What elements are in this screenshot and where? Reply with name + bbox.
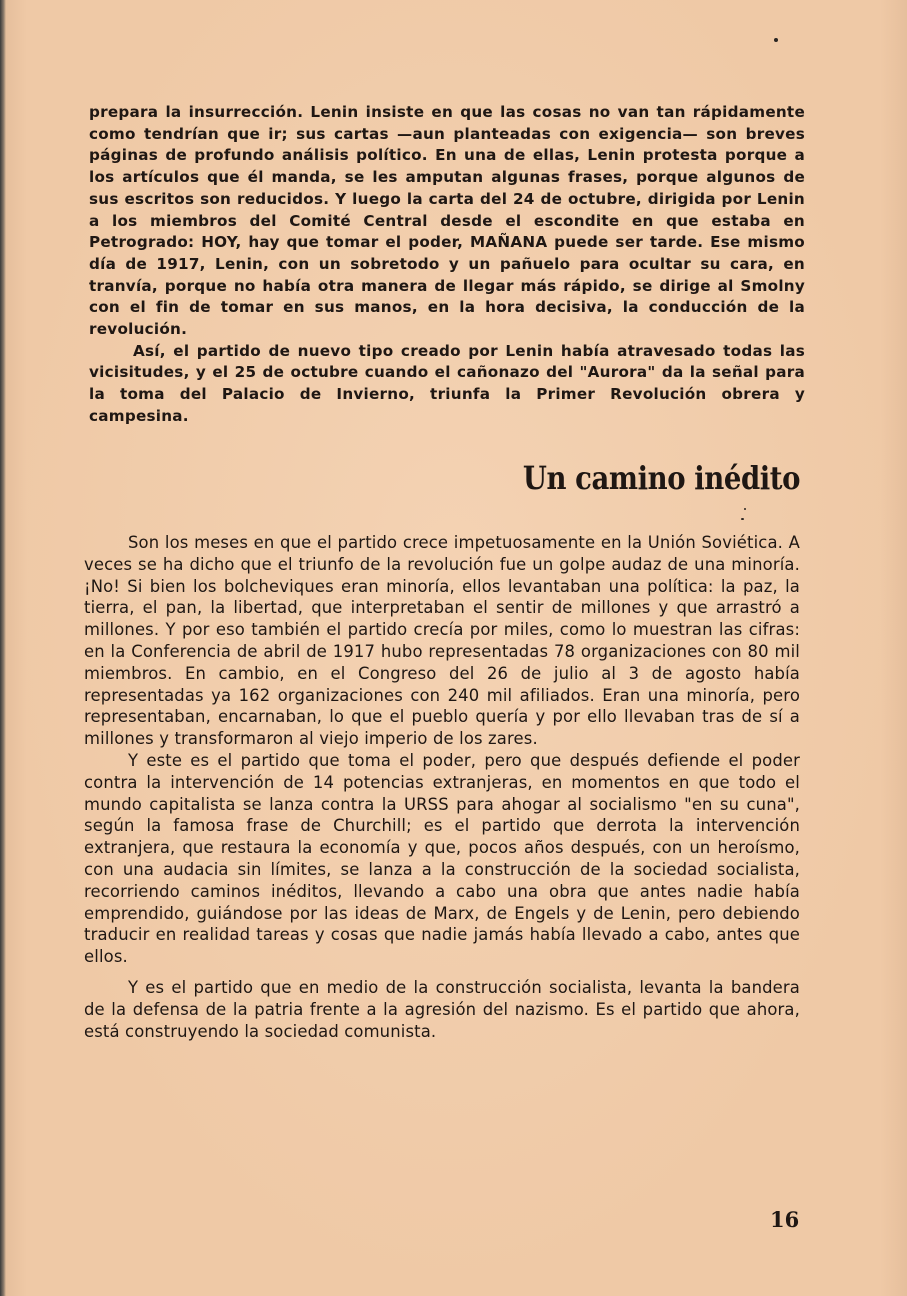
section-title: Un camino inédito: [522, 459, 800, 497]
paragraph: Y este es el partido que toma el poder, pero que después defiende el poder contra la intervención de 14 potencias extranjeras, en momentos en que todo el mundo capitalista se lanza contra la URSS para ahogar al socialismo "en su cuna", según la famosa frase de Churchill; es el partido que derrota la intervención extranjera, que restaura la economía y que, pocos años después, con un heroísmo, con una audacia sin límites, se lanza a la construcción de la sociedad socialista, recorriendo caminos inéditos, llevando a cabo una obra que antes nadie había emprendido, guiándose por las ideas de Marx, de Engels y de Lenin, pero debiendo traducir en realidad tareas y cosas que nadie jamás había llevado a cabo, antes que ellos.: [84, 750, 800, 967]
continued-text: [89, 102, 805, 428]
section-body: [84, 532, 800, 1042]
page-binding-edge: [0, 0, 6, 1296]
paragraph: Y es el partido que en medio de la construcción socialista, levanta la bandera de la defensa de la patria frente a la agresión del nazismo. Es el partido que ahora, está construyendo la sociedad comunista.: [84, 977, 800, 1041]
paragraph: Son los meses en que el partido crece impetuosamente en la Unión Soviética. A veces se ha dicho que el triunfo de la revolución fue un golpe audaz de una minoría. ¡No! Si bien los bolcheviques eran minoría, ellos levantaban una política: la paz, la tierra, el pan, la libertad, que interpretaban el sentir de millones y que arrastró a millones. Y por eso también el partido crecía por miles, como lo muestran las cifras: en la Conferencia de abril de 1917 hubo representadas 78 organizaciones con 80 mil miembros. En cambio, en el Congreso del 26 de julio al 3 de agosto había representadas ya 162 organizaciones con 240 mil afiliados. Eran una minoría, pero representaban, encarnaban, lo que el pueblo quería y por ello llevaban tras de sí a millones y transformaron al viejo imperio de los zares.: [84, 533, 800, 749]
paragraph: prepara la insurrección. Lenin insiste en que las cosas no van tan rápidamente como tendrían que ir; sus cartas —aun planteadas con exigencia— son breves páginas de profundo análisis político. En una de ellas, Lenin protesta porque a los artículos que él manda, se les amputan algunas frases, porque algunos de sus escritos son reducidos. Y luego la carta del 24 de octubre, dirigida por Lenin a los miembros del Comité Central desde el escondite en que estaba en Petrogrado: HOY, hay que tomar el poder, MAÑANA puede ser tarde. Ese mismo día de 1917, Lenin, con un sobretodo y un pañuelo para ocultar su cara, en tranvía, porque no había otra manera de llegar más rápido, se dirige al Smolny con el fin de tomar en sus manos, en la hora decisiva, la conducción de la revolución.: [89, 103, 805, 339]
page-number: 16: [770, 1207, 800, 1232]
ink-speck: [774, 38, 778, 42]
ink-speck: [741, 518, 744, 520]
ink-speck: [744, 508, 746, 510]
paragraph: Así, el partido de nuevo tipo creado por Lenin había atravesado todas las vicisitudes, y el 25 de octubre cuando el cañonazo del "Aurora" da la señal para la toma del Palacio de Invierno, triunfa la Primer Revolución obrera y campesina.: [89, 341, 805, 425]
